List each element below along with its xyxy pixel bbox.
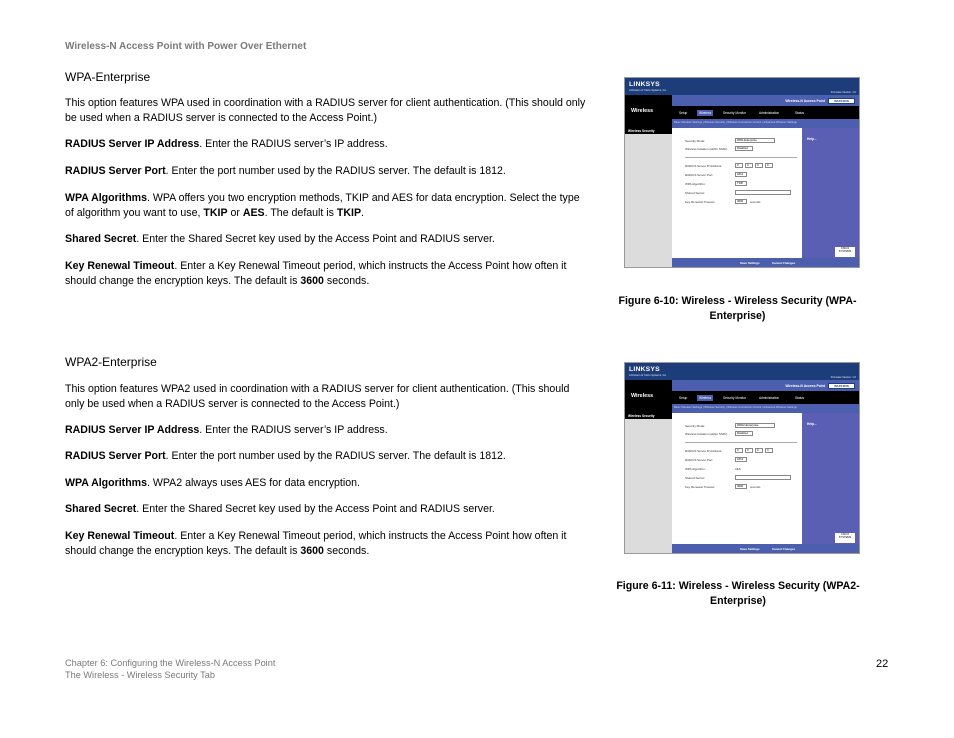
term-text: . Enter the port number used by the RADIUS server. The default is 1812.	[165, 450, 506, 462]
left-section-label: Wireless Security	[628, 129, 655, 133]
term-label: Shared Secret	[65, 503, 137, 515]
figure-wpa2-enterprise-screenshot	[624, 362, 860, 554]
subtab-links[interactable]: Basic Wireless Settings | Wireless Security | Wireless Connection Control | Advanced Wireless Settings	[674, 406, 797, 409]
left-gray-panel	[625, 419, 672, 553]
section-title-wpa2-enterprise: WPA2-Enterprise	[65, 355, 157, 369]
default-value: 3600	[300, 545, 324, 557]
term-text: . Enter the Shared Secret key used by the Access Point and RADIUS server.	[136, 233, 495, 245]
wpa2-radius-port-paragraph	[65, 449, 590, 464]
option-aes: AES	[242, 207, 265, 219]
wpa2-intro: This option features WPA2 used in coordination with a RADIUS server for client authentication. (This should only be used when a RADIUS server is connected to the Access Point.)	[65, 383, 570, 410]
field-label-radius-ip: RADIUS Server IP Address:	[685, 164, 723, 168]
firmware-version: Firmware Version: 1.0	[830, 91, 856, 94]
term-text: .	[361, 207, 364, 219]
save-settings-button[interactable]: Save Settings	[740, 261, 760, 265]
wpa2-shared-secret-paragraph	[65, 502, 590, 517]
term-label: Key Renewal Timeout	[65, 260, 175, 272]
divider	[685, 157, 797, 158]
product-title: Wireless-N Access Point	[785, 384, 825, 388]
left-gray-panel	[625, 134, 672, 267]
term-text: . Enter a Key Renewal Timeout period, which instructs the Access Point how often it should change the encryption keys. The default is	[65, 530, 567, 557]
term-text: . Enter the port number used by the RADIUS server. The default is 1812.	[165, 165, 506, 177]
tab-setup[interactable]: Setup	[679, 111, 688, 115]
help-panel	[802, 413, 859, 553]
ip-octet-3[interactable]: 0	[755, 163, 763, 168]
footer-chapter: Chapter 6: Configuring the Wireless-N Access Point	[65, 658, 276, 668]
seconds-label: seconds	[750, 200, 761, 204]
option-tkip: TKIP	[203, 207, 228, 219]
help-link[interactable]: Help...	[807, 137, 817, 141]
content-gap	[672, 128, 682, 267]
radius-port-input[interactable]: 1812	[735, 172, 747, 177]
radius-port-input[interactable]: 1812	[735, 457, 747, 462]
field-label-key-renewal: Key Renewal Timeout:	[685, 485, 716, 489]
footer-section: The Wireless - Wireless Security Tab	[65, 670, 215, 680]
term-text: . Enter the RADIUS server’s IP address.	[199, 424, 388, 436]
tab-security-monitor[interactable]: Security Monitor	[723, 396, 747, 400]
ip-octet-2[interactable]: 0	[745, 448, 753, 453]
term-text: seconds.	[323, 275, 370, 287]
wpa-algorithm-select[interactable]: TKIP	[735, 181, 747, 186]
section-title-wpa-enterprise: WPA-Enterprise	[65, 70, 151, 84]
cisco-logo: CISCO SYSTEMS	[835, 247, 855, 257]
field-label-security-mode: Security Mode:	[685, 139, 706, 143]
cancel-changes-button[interactable]: Cancel Changes	[772, 547, 796, 551]
field-label-shared-secret: Shared Secret:	[685, 476, 706, 480]
shared-secret-input[interactable]	[735, 190, 791, 195]
figure-wpa-enterprise-screenshot	[624, 77, 860, 268]
tab-administration[interactable]: Administration	[759, 111, 780, 115]
field-label-wpa-algorithm: WPA Algorithm:	[685, 467, 706, 471]
default-value: 3600	[300, 275, 324, 287]
tab-status[interactable]: Status	[795, 396, 805, 400]
wpa2-radius-ip-paragraph	[65, 423, 590, 438]
page-number: 22	[876, 658, 889, 670]
tab-wireless[interactable]: Wireless	[699, 111, 712, 115]
model-badge: WAP4400N	[828, 98, 855, 104]
term-label: RADIUS Server Port	[65, 165, 166, 177]
ip-octet-4[interactable]: 0	[765, 163, 773, 168]
field-label-wpa-algorithm: WPA Algorithm:	[685, 182, 706, 186]
term-label: RADIUS Server IP Address	[65, 424, 200, 436]
seconds-label: seconds	[750, 485, 761, 489]
section-name: Wireless	[631, 108, 654, 114]
term-text: . WPA offers you two encryption methods, TKIP and AES for data encryption. Select the type of algorithm you want to use,	[65, 192, 580, 219]
term-label: WPA Algorithms	[65, 192, 147, 204]
term-text: or	[227, 207, 243, 219]
term-label: WPA Algorithms	[65, 477, 147, 489]
term-text: seconds.	[323, 545, 370, 557]
term-text: . Enter the RADIUS server’s IP address.	[199, 138, 388, 150]
term-text: . The default is	[264, 207, 337, 219]
term-text: . Enter a Key Renewal Timeout period, which instructs the Access Point how often it should change the encryption keys. The default is	[65, 260, 567, 287]
ip-octet-1[interactable]: 0	[735, 448, 743, 453]
default-tkip: TKIP	[336, 207, 362, 219]
bottom-bar	[672, 258, 859, 267]
logo-subtitle: A Division of Cisco Systems, Inc.	[629, 89, 667, 92]
wpa-algorithms-paragraph	[65, 191, 590, 221]
tab-setup[interactable]: Setup	[679, 396, 688, 400]
wpa-shared-secret-paragraph	[65, 232, 590, 247]
security-mode-select[interactable]: WPA2-Enterprise	[735, 423, 775, 428]
term-label: Shared Secret	[65, 233, 137, 245]
key-renewal-input[interactable]: 3600	[735, 484, 747, 489]
wpa-radius-ip-paragraph	[65, 137, 590, 152]
wpa2-algorithms-paragraph	[65, 476, 590, 491]
isolation-select[interactable]: Disabled	[735, 146, 753, 151]
wpa-algorithm-value: AES	[735, 467, 741, 471]
cancel-changes-button[interactable]: Cancel Changes	[772, 261, 796, 265]
shared-secret-input[interactable]	[735, 475, 791, 480]
field-label-isolation: Wireless Isolation (within SSID):	[685, 147, 728, 151]
wpa-key-renewal-paragraph	[65, 259, 590, 289]
ip-octet-1[interactable]: 0	[735, 163, 743, 168]
term-label: RADIUS Server Port	[65, 450, 166, 462]
tab-security-monitor[interactable]: Security Monitor	[723, 111, 747, 115]
field-label-key-renewal: Key Renewal Timeout:	[685, 200, 716, 204]
left-section-label: Wireless Security	[628, 414, 655, 418]
wpa-radius-port-paragraph	[65, 164, 590, 179]
term-label: Key Renewal Timeout	[65, 530, 175, 542]
figure-caption-6-11: Figure 6-11: Wireless - Wireless Security (WPA2-Enterprise)	[616, 580, 860, 607]
term-text: . Enter the Shared Secret key used by the Access Point and RADIUS server.	[136, 503, 495, 515]
bottom-bar	[672, 544, 859, 553]
firmware-version: Firmware Version: 1.0	[830, 376, 856, 379]
save-settings-button[interactable]: Save Settings	[740, 547, 760, 551]
security-mode-select[interactable]: WPA-Enterprise	[735, 138, 775, 143]
content-gap	[672, 413, 682, 553]
cisco-logo: CISCO SYSTEMS	[835, 533, 855, 543]
ip-octet-2[interactable]: 0	[745, 163, 753, 168]
model-badge: WAP4400N	[828, 383, 855, 389]
isolation-select[interactable]: Disabled	[735, 431, 753, 436]
figure-caption-6-10: Figure 6-10: Wireless - Wireless Security (WPA-Enterprise)	[618, 295, 857, 322]
field-label-radius-port: RADIUS Server Port:	[685, 458, 714, 462]
page-header: Wireless-N Access Point with Power Over Ethernet	[65, 41, 307, 52]
field-label-radius-ip: RADIUS Server IP Address:	[685, 449, 723, 453]
help-link[interactable]: Help...	[807, 422, 817, 426]
linksys-logo: LINKSYS	[629, 81, 660, 88]
ip-octet-3[interactable]: 0	[755, 448, 763, 453]
product-title: Wireless-N Access Point	[785, 99, 825, 103]
top-bar	[625, 363, 859, 380]
linksys-logo: LINKSYS	[629, 366, 660, 373]
ip-octet-4[interactable]: 0	[765, 448, 773, 453]
wpa2-key-renewal-paragraph	[65, 529, 590, 559]
field-label-shared-secret: Shared Secret:	[685, 191, 706, 195]
field-label-radius-port: RADIUS Server Port:	[685, 173, 714, 177]
subtab-links[interactable]: Basic Wireless Settings | Wireless Security | Wireless Connection Control | Advanced Wireless Settings	[674, 121, 797, 124]
section-name: Wireless	[631, 393, 654, 399]
top-bar	[625, 78, 859, 95]
term-label: RADIUS Server IP Address	[65, 138, 200, 150]
tab-wireless[interactable]: Wireless	[699, 396, 712, 400]
field-label-isolation: Wireless Isolation (within SSID):	[685, 432, 728, 436]
tab-status[interactable]: Status	[795, 111, 805, 115]
divider	[685, 442, 797, 443]
tab-administration[interactable]: Administration	[759, 396, 780, 400]
wpa-intro: This option features WPA used in coordination with a RADIUS server for client authentication. (This should only be used when a RADIUS server is connected to the Access Point.)	[65, 97, 586, 124]
field-label-security-mode: Security Mode:	[685, 424, 706, 428]
key-renewal-input[interactable]: 3600	[735, 199, 747, 204]
logo-subtitle: A Division of Cisco Systems, Inc.	[629, 374, 667, 377]
term-text: . WPA2 always uses AES for data encryption.	[147, 477, 360, 489]
